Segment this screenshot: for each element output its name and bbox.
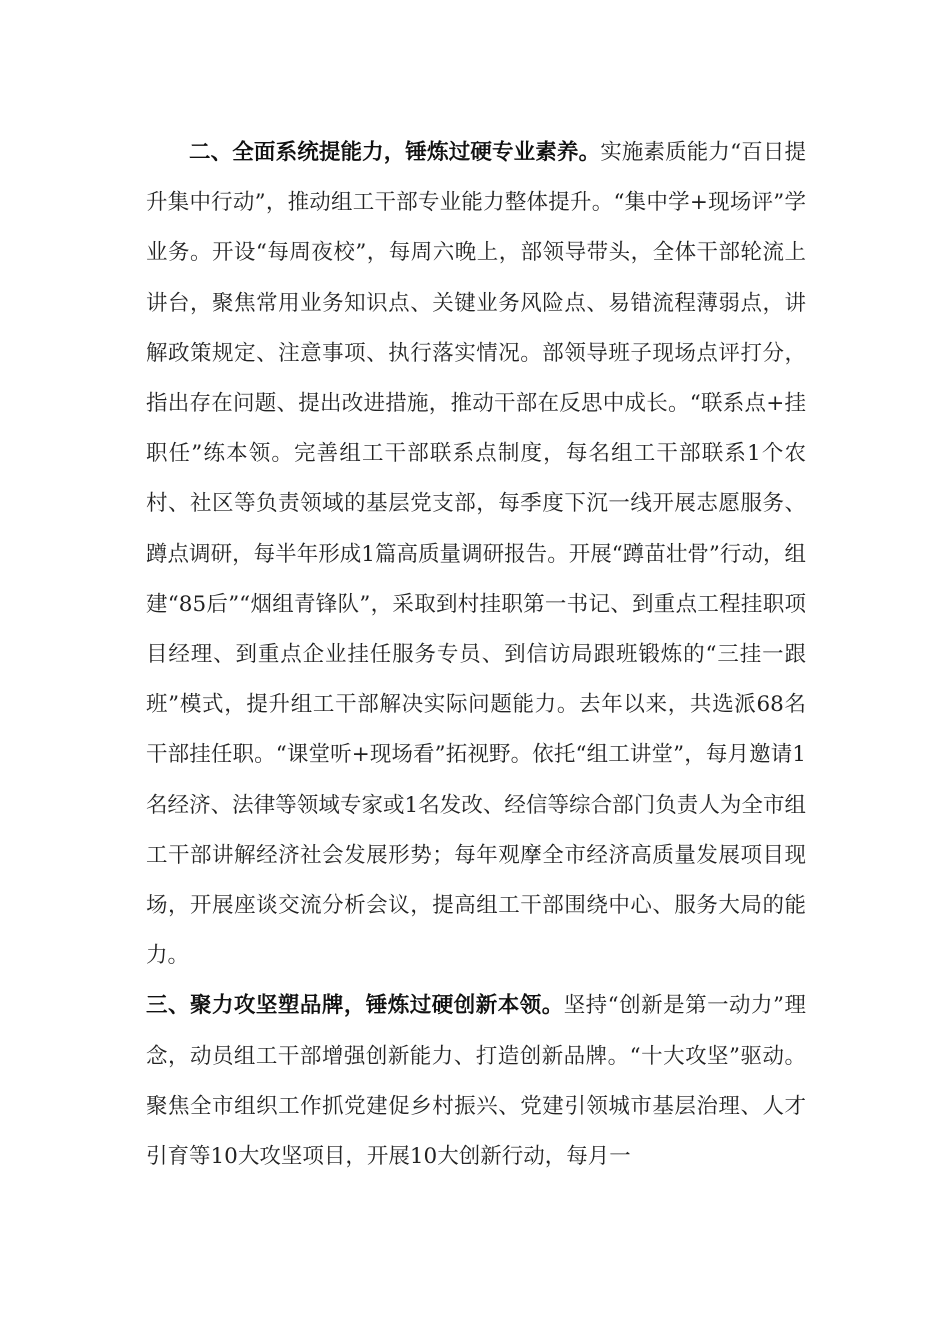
document-page: [146, 128, 806, 1182]
paragraph-innovation: [146, 981, 806, 1182]
paragraph-heading: 三、聚力攻坚塑品牌，锤炼过硬创新本领。: [146, 993, 564, 1019]
paragraph-body: 实施素质能力“百日提升集中行动”，推动组工干部专业能力整体提升。“集中学+现场评”学业务。开设“每周夜校”，每周六晚上，部领导带头，全体干部轮流上讲台，聚焦常用业务知识点、关键业务风险点、易错流程薄弱点，讲解政策规定、注意事项、执行落实情况。部领导班子现场点评打分，指出存在问题、提出改进措施，推动干部在反思中成长。“联系点+挂职任”练本领。完善组工干部联系点制度，每名组工干部联系1个农村、社区等负责领域的基层党支部，每季度下沉一线开展志愿服务、蹲点调研，每半年形成1篇高质量调研报告。开展“蹲苗壮骨”行动，组建“85后”“烟组青锋队”，采取到村挂职第一书记、到重点工程挂职项目经理、到重点企业挂任服务专员、到信访局跟班锻炼的“三挂一跟班”模式，提升组工干部解决实际问题能力。去年以来，共选派68名干部挂任职。“课堂听+现场看”拓视野。依托“组工讲堂”，每月邀请1名经济、法律等领域专家或1名发改、经信等综合部门负责人为全市组工干部讲解经济社会发展形势；每年观摩全市经济高质量发展项目现场，开展座谈交流分析会议，提高组工干部围绕中心、服务大局的能力。: [146, 140, 806, 969]
paragraph-body: 坚持“创新是第一动力”理念，动员组工干部增强创新能力、打造创新品牌。“十大攻坚”驱动。聚焦全市组织工作抓党建促乡村振兴、党建引领城市基层治理、人才引育等10大攻坚项目，开展10大创新行动，每月一: [146, 993, 806, 1170]
paragraph-heading: 二、全面系统提能力，锤炼过硬专业素养。: [189, 140, 601, 165]
paragraph-capability: [146, 128, 806, 981]
